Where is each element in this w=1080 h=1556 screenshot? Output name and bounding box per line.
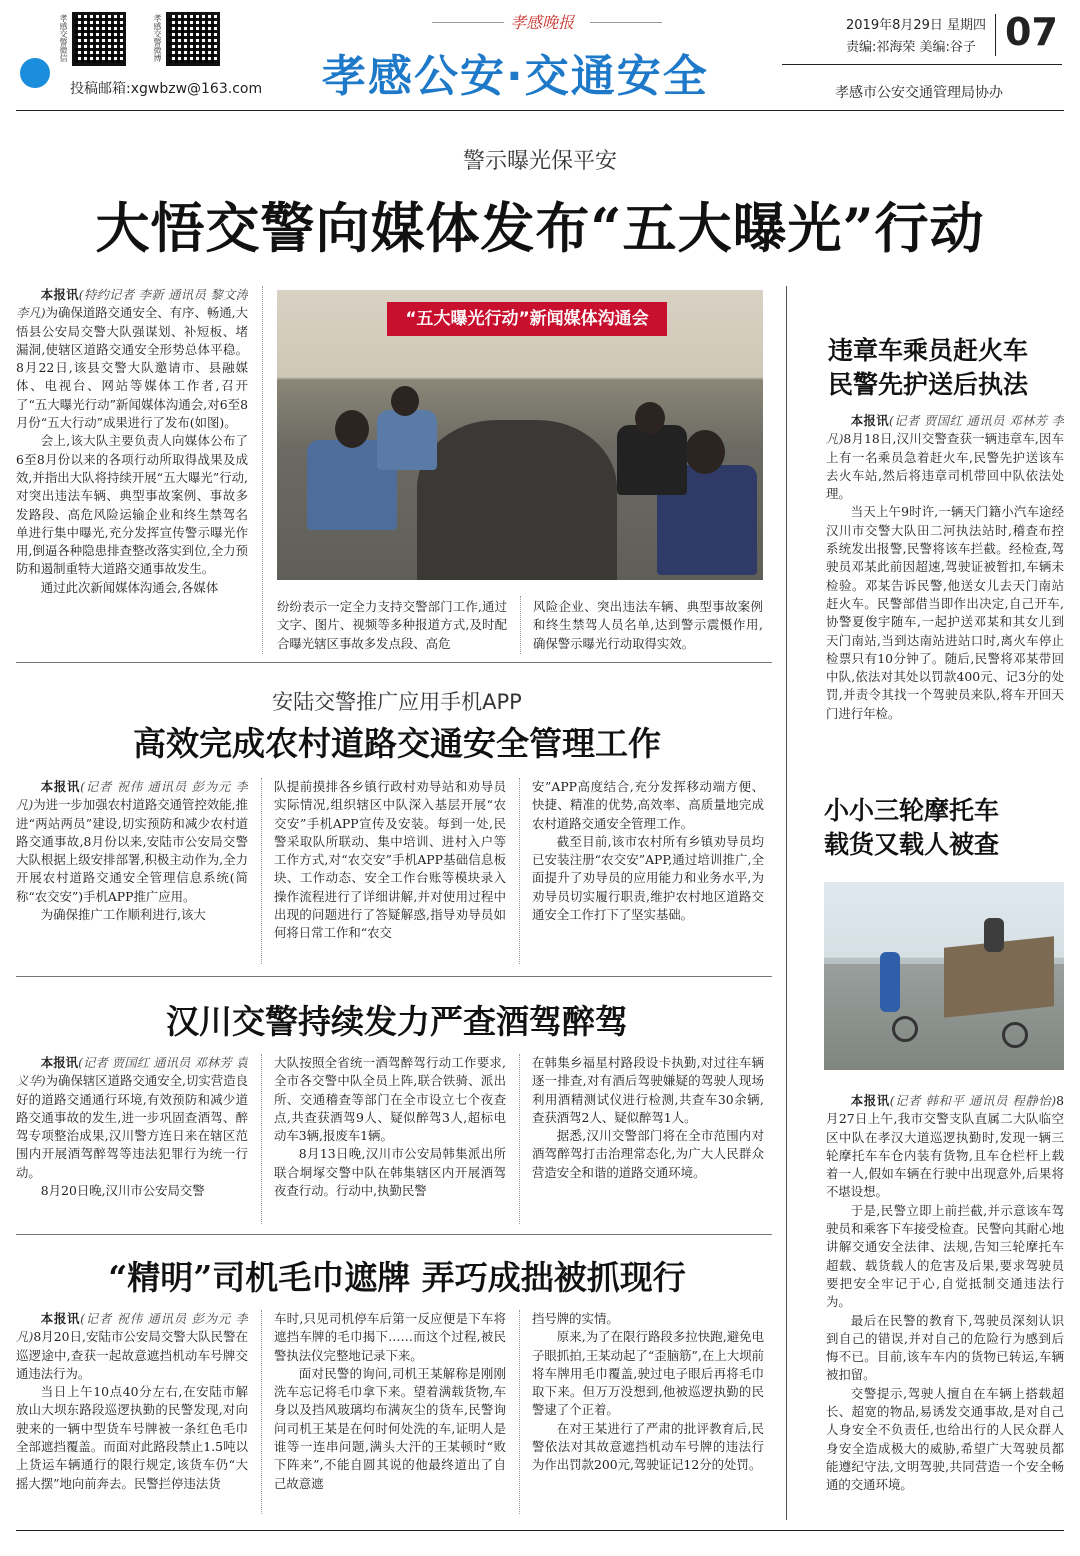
qr2-caption: 孝感交警微博	[153, 14, 162, 62]
logo-rule-right	[590, 22, 662, 23]
wheel-shape	[892, 1016, 918, 1042]
traffic-officer-figure	[880, 952, 900, 1012]
meeting-photo	[277, 290, 763, 580]
wechat-qr-code	[72, 12, 126, 66]
article4-paragraph-2: 当日上午10点40分左右,在安陆市解放山大坝东路段巡逻执勤的民警发现,对向驶来的一辆中型货车号牌被一条红色毛巾全部遮挡覆盖。而面对此路段禁止1.5吨以上货运车辆通行的限行规定,该货车仍“大摇大摆”地向前奔去。民警拦停违法货	[16, 1384, 248, 1491]
article3-column-1	[16, 1054, 248, 1224]
column-divider	[519, 1054, 520, 1224]
article3-paragraph-3: 大队按照全省统一酒驾醉驾行动工作要求,全市各交警中队全员上阵,联合铁骑、派出所、交通稽查等部门在全市设立七个夜查点,共查获酒驾9人、疑似醉驾3人,超标电动车3辆,报废车1辆。	[274, 1055, 506, 1144]
side2-body	[826, 1092, 1064, 1516]
column-divider	[261, 778, 262, 964]
side1-headline-line2: 民警先护送后执法	[828, 370, 1029, 399]
article3-column-3	[532, 1054, 764, 1224]
article2-paragraph-4: 截至目前,该市农村所有乡镇劝导员均已安装注册“农交安”APP,通过培训推广,全面提升了劝导员的应用能力和业务水平,为劝导员切实履行职责,维护农村地区道路交通安全工作打下了坚实基础。	[532, 833, 764, 923]
tricycle-photo	[824, 882, 1064, 1070]
article1-column-3: 风险企业、突出违法车辆、典型事故案例和终生禁驾人员名单,达到警示震慑作用,确保警示曝光行动取得实效。	[533, 599, 763, 651]
article1-headline: 大悟交警向媒体发布“五大曝光”行动	[95, 196, 985, 260]
article1-paragraph-1: 为确保道路交通安全、有序、畅通,大悟县公安局交警大队强谋划、补短板、堵漏洞,使辖区道路交通安全形势总体平稳。8月22日,该县交警大队邀请市、县融媒体、电视台、网站等媒体工作者,召开了“五大曝光行动”新闻媒体沟通会,对6至8月份“五大行动”成果进行了发布(如图)。	[16, 305, 248, 431]
side1-headline	[828, 334, 1064, 402]
article4-paragraph-4: 面对民警的询问,司机王某解称是刚刚洗车忘记将毛巾拿下来。望着满载货物,车身以及挡风玻璃均布满灰尘的货车,民警询问司机王某是在何时何处洗的车,证明人是谁等一连串问题,满头大汗的王某顿时“败下阵来”,不能自圆其说的他最终道出了自己故意遮	[274, 1365, 506, 1491]
article1-byline: (特约记者 李新 通讯员 黎文涛 李凡)	[16, 287, 248, 321]
article3-paragraph-4: 8月13日晚,汉川市公安局韩集派出所联合垌塚交警中队在韩集辖区内开展酒驾夜查行动。行动中,执勤民警	[274, 1146, 506, 1199]
header-right-rule	[782, 64, 1062, 65]
article1-lead-label: 本报讯	[40, 287, 79, 302]
section-masthead: 孝感公安·交通安全	[322, 51, 709, 102]
article2-lead-label: 本报讯	[40, 779, 81, 794]
article2-column-1	[16, 778, 248, 964]
article3-headline: 汉川交警持续发力严查酒驾醉驾	[166, 1002, 628, 1041]
column-divider	[261, 1310, 262, 1514]
officer-head-2	[391, 386, 419, 416]
article4-paragraph-1: 8月20日,安陆市公安局交警大队民警在巡逻途中,查获一起故意遮挡机动车号牌交通违法行为。	[16, 1329, 248, 1381]
reporter-figure-2	[617, 425, 687, 495]
passenger-figure	[984, 918, 1004, 952]
article1-paragraph-2: 会上,该大队主要负责人向媒体公布了6至8月份以来的各项行动所取得战果及成效,并指出大队将持续开展“五大曝光”行动,对突出违法车辆、典型事故案例、事故多发路段、高危风险运输企业和终生禁驾名单进行集中曝光,充分发挥宣传警示曝光作用,倒逼各种隐患排查整改落实到位,全力预防和遏制重特大道路交通事故发生。	[16, 433, 248, 577]
side1-paragraph-1: 8月18日,汉川交警查获一辆违章车,因车上有一名乘员急着赶火车,民警先护送该车去火车站,然后将违章司机带回中队依法处理。	[826, 431, 1064, 502]
page-number: 07	[1005, 10, 1058, 54]
article4-column-2	[274, 1310, 506, 1514]
side1-paragraph-2: 当天上午9时许,一辆天门籍小汽车途经汉川市交警大队田二河执法站时,稽查布控系统发出报警,民警将该车拦截。经检查,驾驶员邓某此前因超速,驾驶证被暂扣,车辆未检验。邓某告诉民警,他送女儿去天门南站赶火车。民警部借当即作出决定,自己开车,协警夏俊宇随车,一起护送邓某和其女儿到天门南站,当到达南站进站口时,离火车停止检票只有10分钟了。随后,民警将邓某带回中队,依法对其处以罚款400元、记3分的处罚,并责令其找一个驾驶员来队,将车开回天门进行年检。	[826, 504, 1064, 721]
sidebar-divider	[786, 286, 787, 1520]
side1-headline-line1: 违章车乘员赶火车	[828, 336, 1029, 365]
cooperation-credit: 孝感市公安交通管理局协办	[835, 85, 1003, 101]
logo-rule-left	[432, 22, 504, 23]
column-divider	[262, 286, 263, 654]
officer-head	[335, 410, 369, 448]
side2-headline-line2: 载货又载人被查	[824, 830, 1000, 859]
wheel-shape	[1002, 1022, 1028, 1048]
article2-kicker: 安陆交警推广应用手机APP	[272, 690, 522, 714]
article1-column-1	[16, 286, 248, 650]
column-divider	[520, 596, 521, 654]
article2-byline: (记者 祝伟 通讯员 彭为元 李凡)	[16, 779, 248, 813]
side1-byline: (记者 贾国红 通讯员 邓林芳 李凡)	[826, 413, 1064, 447]
blue-dot-icon	[20, 58, 50, 88]
article3-paragraph-5: 在韩集乡福星村路段设卡执勤,对过往车辆逐一排查,对有酒后驾驶嫌疑的驾驶人现场利用酒精测试仪进行检测,共查车30余辆,查获酒驾2人、疑似醉驾1人。	[532, 1055, 764, 1125]
side2-headline	[824, 794, 1064, 862]
article2-paragraph-2: 为确保推广工作顺利进行,该大	[40, 907, 206, 923]
article2-column-2: 队提前摸排各乡镇行政村劝导站和劝导员实际情况,组织辖区中队深入基层开展“农交安”手机APP宣传及安装。每到一处,民警采取队所联动、集中培训、进村入户等工作方式,对“农交安”手机APP基础信息板块、工作动态、安全工作台账等模块录入操作流程进行了详细讲解,并对使用过程中出现的问题进行了答疑解惑,指导劝导员如何将日常工作和“农交	[274, 779, 506, 941]
reporter-head-2	[635, 402, 665, 434]
meeting-banner: “五大曝光行动”新闻媒体沟通会	[387, 302, 667, 336]
editor-credits: 责编:祁海荣 美编:谷子	[846, 40, 976, 55]
article3-paragraph-2: 8月20日晚,汉川市公安局交警	[40, 1183, 205, 1199]
issue-date: 2019年8月29日 星期四	[846, 18, 987, 33]
reporter-head	[685, 430, 725, 474]
article1-paragraph-3: 通过此次新闻媒体沟通会,各媒体	[40, 579, 219, 595]
article2-paragraph-3: 安”APP高度结合,充分发挥移动端方便、快捷、精准的优势,高效率、高质量地完成农村道路交通安全管理工作。	[532, 779, 764, 831]
column-divider	[519, 1310, 520, 1514]
article4-paragraph-7: 在对王某进行了严肃的批评教育后,民警依法对其故意遮挡机动车号牌的违法行为作出罚款200元,驾驶证记12分的处罚。	[532, 1420, 764, 1473]
article3-column-2	[274, 1054, 506, 1224]
newspaper-logo: 孝感晚报	[510, 13, 575, 32]
article4-paragraph-5: 挡号牌的实情。	[532, 1311, 619, 1326]
article2-paragraph-1: 为进一步加强农村道路交通管控效能,推进“两站两员”建设,切实预防和减少农村道路交通事故,8月份以来,安陆市公安局交警大队根据上级安排部署,积极主动作为,全力开展农村道路交通安全管理信息系统(简称“农交安”)手机APP推广应用。	[16, 797, 248, 904]
side1-body	[826, 412, 1064, 752]
side2-paragraph-2: 于是,民警立即上前拦截,并示意该车驾驶员和乘客下车接受检查。民警向其耐心地讲解交通安全法律、法规,告知三轮摩托车超载、载货载人的危害及后果,要求驾驶员要把安全牢记于心,自觉抵制交通违法行为。	[826, 1202, 1064, 1310]
article4-column-1	[16, 1310, 248, 1514]
side1-lead-label: 本报讯	[850, 413, 890, 428]
side2-paragraph-4: 交警提示,驾驶人擅自在车辆上搭载超长、超宽的物品,易诱发交通事故,是对自己人身安全不负责任,也给出行的人民众群人身安全造成极大的威胁,希望广大驾驶员都能遵纪守法,文明驾驶,共同营造一个安全畅通的交通环境。	[826, 1385, 1064, 1493]
side2-paragraph-3: 最后在民警的教育下,驾驶员深刻认识到自己的错误,并对自己的危险行为感到后悔不已。目前,该车车内的货物已转运,车辆被扣留。	[826, 1312, 1064, 1383]
article-separator	[16, 976, 772, 977]
header-bottom-rule	[16, 110, 1064, 111]
officer-figure-2	[377, 410, 437, 470]
article4-paragraph-6: 原来,为了在限行路段多拉快跑,避免电子眼抓拍,王某动起了“歪脑筋”,在上大坝前将车牌用毛巾覆盖,驶过电子眼后再将毛巾取下来。但万万没想到,他被巡逻执勤的民警逮了个正着。	[532, 1329, 764, 1418]
submission-email: 投稿邮箱:xgwbzw@163.com	[70, 81, 263, 97]
article-separator	[16, 1234, 772, 1235]
side2-byline: (记者 韩和平 通讯员 程静怡)	[889, 1093, 1057, 1108]
article1-column-2: 纷纷表示一定全力支持交警部门工作,通过文字、图片、视频等多种报道方式,及时配合曝光辖区事故多发点段、高危	[277, 599, 507, 651]
side2-lead-label: 本报讯	[850, 1093, 890, 1108]
pageno-divider	[995, 14, 996, 56]
conference-table	[417, 420, 617, 580]
side2-paragraph-1: 8月27日上午,我市交警支队直属二大队临空区中队在孝汉大道巡逻执勤时,发现一辆三轮摩托车车仓内装有货物,且车仓栏杆上载着一人,假如车辆在行驶中出现意外,后果将不堪设想。	[826, 1093, 1064, 1200]
weibo-qr-code	[166, 12, 220, 66]
footer-rule	[16, 1530, 1064, 1531]
article1-kicker: 警示曝光保平安	[462, 149, 617, 174]
article4-byline: (记者 祝伟 通讯员 彭为元 李凡)	[16, 1311, 248, 1345]
article4-headline: “精明”司机毛巾遮牌 弄巧成拙被抓现行	[108, 1258, 686, 1297]
article2-headline: 高效完成农村道路交通安全管理工作	[133, 724, 661, 763]
column-divider	[261, 1054, 262, 1224]
article4-column-3	[532, 1310, 764, 1514]
article-separator	[16, 662, 772, 663]
article2-column-3	[532, 778, 764, 964]
article4-paragraph-3: 车时,只见司机停车后第一反应便是下车将遮挡车牌的毛巾揭下……而这个过程,被民警执法仪完整地记录下来。	[274, 1311, 506, 1363]
article4-lead-label: 本报讯	[40, 1311, 81, 1326]
column-divider	[519, 778, 520, 964]
article3-paragraph-6: 据悉,汉川交警部门将在全市范围内对酒驾醉驾打击治理常态化,为广大人民群众营造安全和谐的道路交通环境。	[532, 1128, 764, 1180]
article3-byline: (记者 贾国红 通讯员 邓林芳 袁义华)	[16, 1055, 248, 1089]
article3-paragraph-1: 为确保辖区道路交通安全,切实营造良好的道路交通通行环境,有效预防和减少道路交通事故的发生,进一步巩固查酒驾、醉驾专项整治成果,汉川警方连日来在辖区范围内开展酒驾醉驾等违法犯罪行为统一行动。	[16, 1073, 248, 1180]
side2-headline-line1: 小小三轮摩托车	[824, 796, 1000, 825]
qr1-caption: 孝感交警微信	[59, 14, 68, 62]
article3-lead-label: 本报讯	[40, 1055, 79, 1070]
